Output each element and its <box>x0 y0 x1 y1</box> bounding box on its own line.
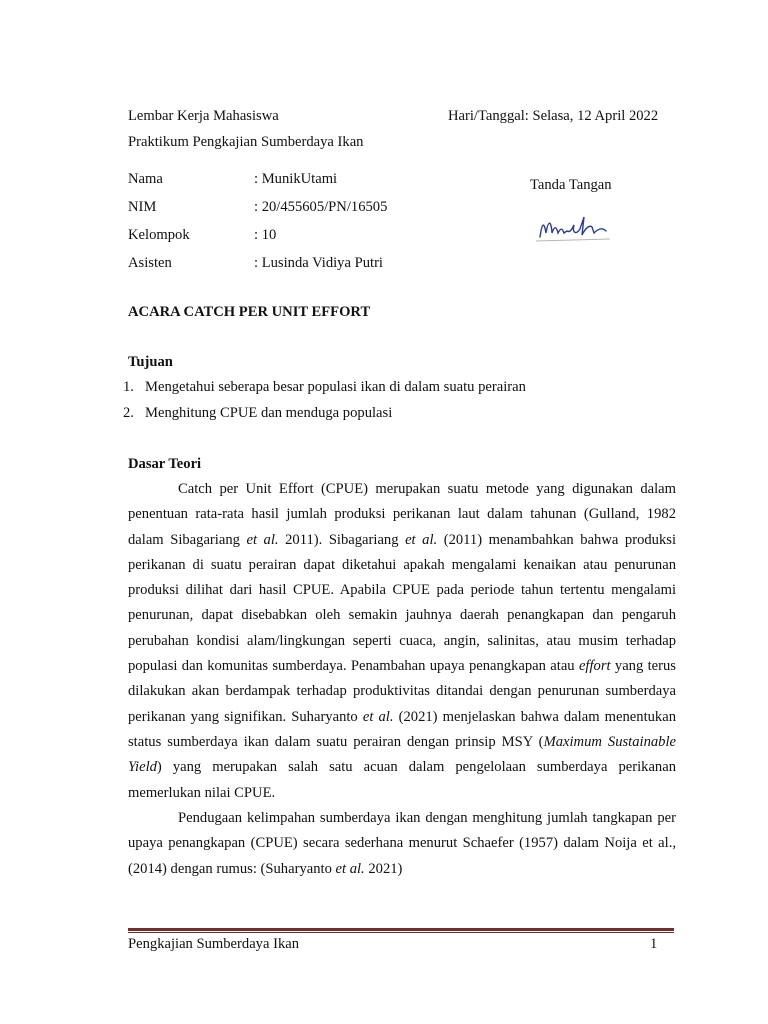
dasar-teori-paragraph-1 <box>128 477 676 806</box>
footer-rule-thin <box>128 932 674 933</box>
text-run-italic: et al. <box>246 531 279 548</box>
text-run-italic: et al. <box>362 708 394 725</box>
text-run-italic: Maximum Sustainable Yield <box>128 733 677 776</box>
text-run: 2021) <box>364 860 403 877</box>
tujuan-item-1 <box>123 379 526 396</box>
header-worksheet-label: Lembar Kerja Mahasiswa <box>128 108 279 124</box>
text-run: (2021) menjelaskan bahwa dalam menentukan status sumberdaya ikan dalam suatu perairan dengan prinsip MSY ( <box>128 708 677 750</box>
asisten-value: : Lusinda Vidiya Putri <box>254 255 383 271</box>
text-run-italic: effort <box>578 658 611 675</box>
text-run: 2011). Sibagariang <box>278 531 406 548</box>
dasar-teori-paragraph-2 <box>128 806 676 882</box>
text-run: yang terus dilakukan akan berdampak terhadap produktivitas ditandai dengan penurunan sumberdaya perikanan yang signifikan. Suharyanto <box>128 658 676 725</box>
list-text: Menghitung CPUE dan menduga populasi <box>145 405 393 421</box>
header-date: Hari/Tanggal: Selasa, 12 April 2022 <box>448 108 659 124</box>
text-run: (2011) menambahkan bahwa produksi perikanan di suatu perairan dapat diketahui apakah mengalami kenaikan atau penurunan produksi dilihat dari hasil CPUE. Apabila CPUE pada periode tahun tertentu mengalami penurunan, dapat disebabkan oleh semakin jauhnya daerah penangkapan dan pengaruh perubahan kondisi alam/lingkungan seperti cuaca, angin, salinitas, atau musim terhadap populasi dan komunitas sumberdaya. Penambahan upaya penangkapan atau <box>128 531 676 675</box>
list-number: 1. <box>123 379 134 395</box>
tujuan-item-2 <box>123 405 392 422</box>
footer-text: Pengkajian Sumberdaya Ikan <box>128 936 300 952</box>
list-text: Mengetahui seberapa besar populasi ikan di dalam suatu perairan <box>145 379 526 395</box>
text-run: ) yang merupakan salah satu acuan dalam pengelolaan sumberdaya perikanan memerlukan nilai CPUE. <box>128 759 676 801</box>
page-title: ACARA CATCH PER UNIT EFFORT <box>128 304 371 320</box>
nama-value: : MunikUtami <box>254 171 338 187</box>
text-run: Catch per Unit Effort (CPUE) merupakan suatu metode yang digunakan dalam penentuan rata-rata hasil jumlah produksi perikanan laut dalam tahunan (Gulland, 1982 dalam Sibagariang <box>128 481 676 548</box>
list-number: 2. <box>123 405 134 421</box>
nama-label: Nama <box>128 171 163 187</box>
nim-value: : 20/455605/PN/16505 <box>254 199 388 215</box>
asisten-label: Asisten <box>128 255 172 271</box>
header-course-label: Praktikum Pengkajian Sumberdaya Ikan <box>128 134 364 150</box>
kelompok-label: Kelompok <box>128 227 190 243</box>
page-number: 1 <box>650 936 658 952</box>
text-run-italic: et al. <box>405 531 438 548</box>
tujuan-heading: Tujuan <box>128 354 173 370</box>
footer-rule <box>128 928 674 931</box>
signature-label: Tanda Tangan <box>530 177 612 193</box>
dasar-teori-heading: Dasar Teori <box>128 456 202 472</box>
kelompok-value: : 10 <box>254 227 277 243</box>
signature-image <box>532 203 614 247</box>
nim-label: NIM <box>128 199 157 215</box>
text-run-italic: et al. <box>335 860 365 877</box>
text-run: Pendugaan kelimpahan sumberdaya ikan dengan menghitung jumlah tangkapan per upaya penangkapan (CPUE) secara sederhana menurut Schaefer (1957) dalam Noija et al., (2014) dengan rumus: (Suharyanto <box>128 810 676 877</box>
